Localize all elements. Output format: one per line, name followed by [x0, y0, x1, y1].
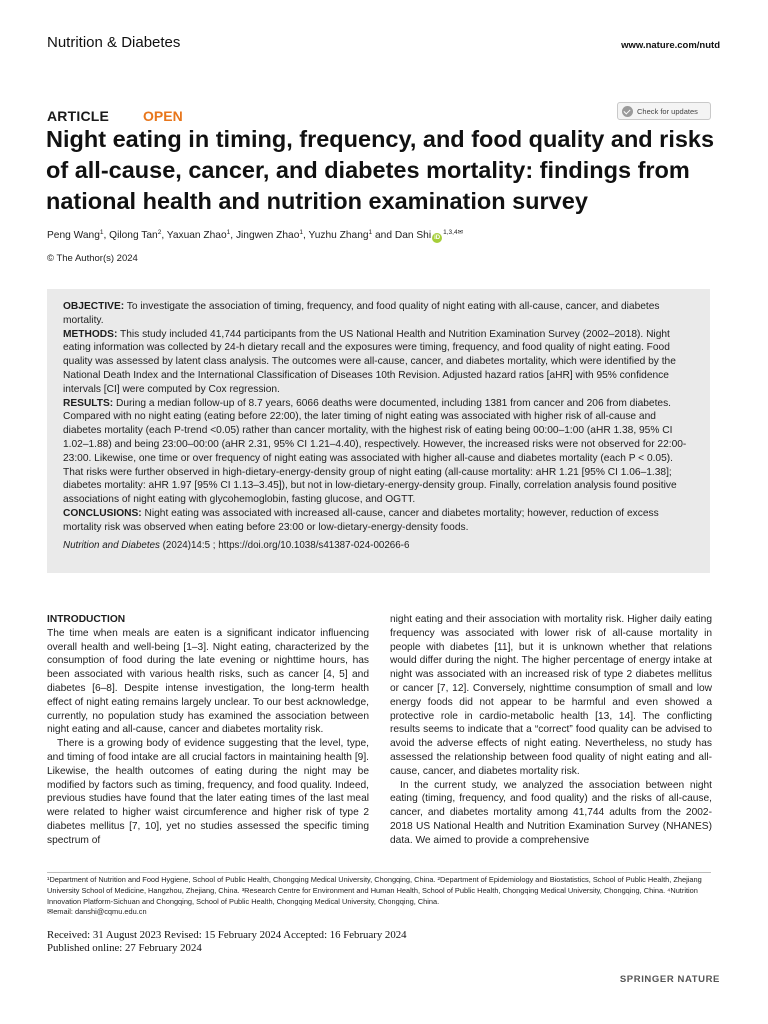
body-column-right — [390, 613, 712, 848]
author-name[interactable]: Qilong Tan — [109, 230, 158, 241]
authors-and: and — [375, 230, 393, 241]
journal-name: Nutrition & Diabetes — [47, 34, 181, 51]
body-paragraph: The time when meals are eaten is a significant indicator influencing overall health and well-being [1–3]. Night eating, characterized by the consumption of food during the late evening or nighttime hours, has been associated with various health risks, such as cancer [4, 5] and diabetes [6–8]. Despite intense investigation, the long-term health effect of night eating remains largely unclear. To our best acknowledge, currently, no population study has examined the association between night eating and all-cause, cancer and diabetes mortality risk. — [47, 627, 369, 736]
received-revised-accepted-dates: Received: 31 August 2023 Revised: 15 February 2024 Accepted: 16 February 2024 — [47, 929, 407, 941]
author-name[interactable]: Dan Shi — [394, 230, 432, 241]
published-online-date: Published online: 27 February 2024 — [47, 942, 202, 954]
body-paragraph: night eating and their association with mortality risk. Higher daily eating frequency was associated with lower risk of all-cause mortality in people with diabetes [11], but it is unknown whether that relations would differ during the night. The higher percentage of energy intake at night was associated with an increased risk of type 2 diabetes mellitus or cancer [7, 12]. Conversely, nighttime consumption of small and low energy foods did not appear to be harmful and even showed a protective role in cardio-metabolic health [13, 14]. The conflicting results seems to indicate that a “correct” food quality can be advised to avoid the adverse effects of night eating. Nevertheless, no study has assessed the relationship between food quality of night eating and all-cause, cancer, and diabetes mortality risk. — [390, 614, 712, 777]
author-affiliation: 1 — [226, 229, 231, 236]
corresponding-email[interactable]: ✉email: danshi@cqmu.edu.cn — [47, 907, 147, 917]
copyright-notice: © The Author(s) 2024 — [47, 253, 138, 264]
abstract-box — [47, 289, 710, 573]
article-title: Night eating in timing, frequency, and food quality and risks of all-cause, cancer, and diabetes mortality: findings from national health and nutrition examination survey — [46, 126, 715, 214]
orcid-icon[interactable]: iD — [434, 235, 441, 241]
objective-text: To investigate the association of timing, frequency, and food quality of night eating with all-cause, cancer, and diabetes mortality. — [63, 301, 660, 326]
author-affiliation: 2 — [157, 229, 162, 236]
abstract-results — [63, 397, 694, 507]
methods-text: This study included 41,744 participants from the US National Health and Nutrition Examination Survey (2002–2018). Night eating information was collected by 24-h dietary recall and the exposures were timing, frequency, and food quality of night eating. Food quality was assessed by latent class analysis. The outcomes were all-cause, cancer, and diabetes mortality, which were identified by the National Death Index and the International Classification of Diseases 10th Revision. Adjusted hazard ratios [aHR] with 95% confidence intervals [CI] were computed by Cox regression. — [63, 328, 676, 395]
results-text: During a median follow-up of 8.7 years, 6066 deaths were documented, including 1381 from cancer and 206 from diabetes. Compared with no night eating (eating before 22:00), the later timing of night eating was associated with higher risk of all-cause and diabetes mortality (each P-trend <0.05) rather than cancer mortality, with the highest risk of eating being 00:00–1:00 (aHR 1.38, 95% CI 1.02–1.88) and being 23:00–00:00 (aHR 2.31, 95% CI 1.21–4.40), respectively. However, the increased risks were not observed for 22:00-23:00. Likewise, one time or over frequency of night eating was associated with higher all-cause and diabetes mortality (each P < 0.05). That risks were further observed in high-dietary-energy-density group of night eating (all-cause mortality: aHR 1.21 [95% CI 1.06–1.38]; diabetes mortality: aHR 1.97 [95% CI 1.13–3.45]), but not in low-dietary-energy-density group. Finally, correlation analysis found positive associations of night eating with glycohemoglobin, fasting glucose, and OGTT. — [63, 397, 687, 506]
abstract-objective — [63, 300, 694, 328]
publication-dates — [47, 929, 407, 955]
abstract-conclusions — [63, 507, 694, 535]
open-access-label: OPEN — [143, 108, 183, 124]
check-for-updates-button[interactable] — [617, 102, 711, 120]
author-affiliation: 1 — [299, 229, 304, 236]
results-label: RESULTS: — [63, 397, 114, 409]
author-list: Peng Wang$^1$, Qilong Tan$^2$, Yaxuan Zhao$^1$, Jingwen Zhao$^1$, Yuzhu Zhang$^1$ and Dan Shi $iD^{1,3,4✉}$ — [47, 229, 464, 241]
check-updates-label: Check for updates — [637, 106, 698, 116]
author-affiliation: 1 — [99, 229, 104, 236]
journal-url-link[interactable]: www.nature.com/nutd — [621, 40, 720, 51]
author-affiliation: 1,3,4✉ — [443, 229, 464, 236]
objective-label: OBJECTIVE: — [63, 301, 125, 312]
citation-journal: Nutrition and Diabetes — [63, 539, 160, 551]
citation-line — [63, 539, 694, 553]
author-name[interactable]: Jingwen Zhao — [235, 230, 300, 241]
publisher-logo: SPRINGER NATURE — [619, 974, 720, 985]
check-icon — [622, 106, 633, 117]
citation-doi[interactable]: (2024)14:5 ; https://doi.org/10.1038/s41387-024-00266-6 — [159, 539, 410, 551]
body-paragraph: There is a growing body of evidence suggesting that the level, type, and timing of food intake are all crucial factors in maintaining health [9]. Likewise, the health outcomes of eating during the night may be modified by factors such as timing, frequency, and food quality. Indeed, previous studies have found that the later eating times of the last meal were related to higher waist circumference and higher risk of type 2 diabetes mellitus [7, 10], yet no studies assessed the specific timing spectrum of — [47, 738, 369, 846]
section-heading-introduction: INTRODUCTION — [47, 614, 126, 625]
body-column-left — [47, 613, 369, 848]
author-name[interactable]: Peng Wang — [47, 230, 100, 241]
article-type-label: ARTICLE — [47, 108, 110, 124]
methods-label: METHODS: — [63, 328, 118, 340]
author-name[interactable]: Yuzhu Zhang — [308, 230, 369, 241]
author-affiliation: 1 — [368, 229, 373, 236]
abstract-methods — [63, 328, 694, 397]
body-paragraph: In the current study, we analyzed the association between night eating (timing, frequency, and food quality) and the risks of all-cause, cancer, and diabetes mortality among 41,744 adults from the 2002-2018 US National Health and Nutrition Examination Survey (NHANES) data. We aimed to provide a comprehensive — [390, 779, 712, 846]
affiliation-footnotes — [47, 872, 711, 918]
affiliations-text: ¹Department of Nutrition and Food Hygiene, School of Public Health, Chongqing Medical University, Chongqing, China. ²Department of Epidemiology and Biostatistics, School of Public Health, Zhejiang University School of Medicine, Hangzhou, Zhejiang, China. ³Research Centre for Environment and Human Health, School of Public Health, Chongqing Medical University, Chongqing, China. ⁴Nutrition Innovation Platform-Sichuan and Chongqing, School of Public Health, Chongqing Medical University, Chongqing, China. — [47, 875, 702, 906]
author-name[interactable]: Yaxuan Zhao — [166, 230, 227, 241]
conclusions-label: CONCLUSIONS: — [63, 507, 142, 519]
conclusions-text: Night eating was associated with increased all-cause, cancer and diabetes mortality; however, reduction of excess mortality risk was observed when eating before 23:00 or low-dietary-energy-density foods. — [63, 507, 659, 533]
